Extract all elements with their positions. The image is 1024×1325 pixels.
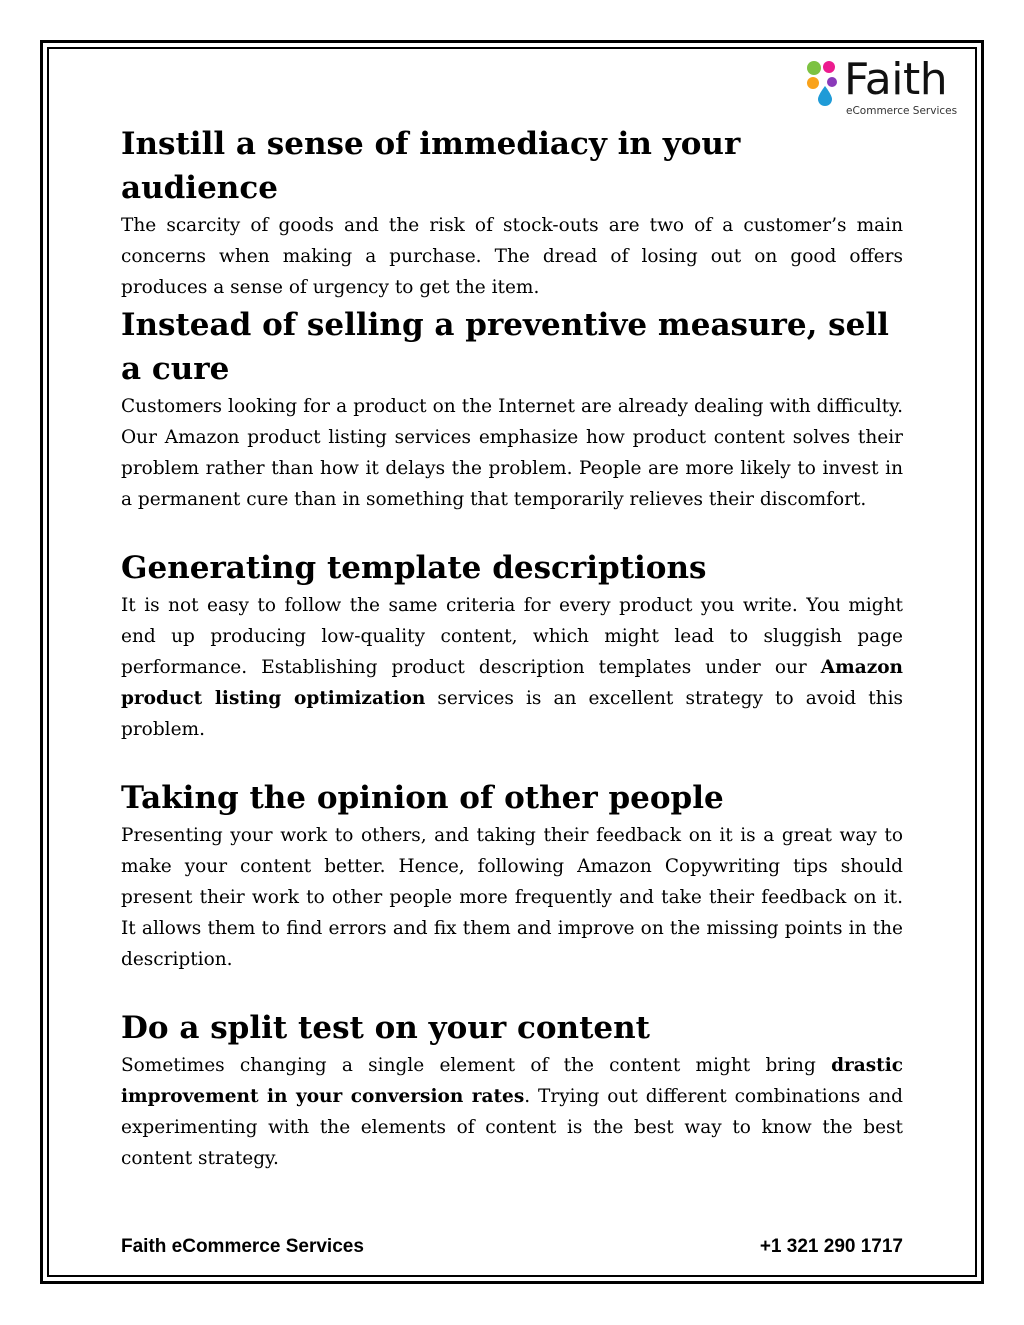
flower-icon: [804, 58, 844, 110]
logo-petal-purple: [827, 77, 837, 87]
footer-company: Faith eCommerce Services: [121, 1236, 364, 1257]
section-paragraph: The scarcity of goods and the risk of stock-outs are two of a customer’s main concerns when making a purchase. The dread of losing out on good offers produces a sense of urgency to get the item.: [121, 215, 903, 298]
section-gap: [121, 975, 903, 1006]
logo-petal-pink: [823, 61, 835, 73]
section-gap: [121, 515, 903, 546]
section-paragraph: [121, 590, 903, 745]
footer-phone: +1 321 290 1717: [759, 1236, 903, 1257]
faith-logo: [804, 56, 970, 120]
section-heading: Generating template descriptions: [121, 550, 707, 586]
logo-petal-green: [807, 61, 821, 75]
paragraph-text: Sometimes changing a single element of the content might bring: [121, 1055, 832, 1076]
section-paragraph: Customers looking for a product on the Internet are already dealing with difficulty. Our Amazon product listing services emphasize how product content solves their problem rather than how it delays the problem. People are more likely to invest in a permanent cure than in something that temporarily relieves their discomfort.: [121, 396, 903, 510]
section-heading: Instill a sense of immediacy in your audience: [121, 126, 741, 206]
paragraph-text: . Trying out different combinations and experimenting with the elements of content is the best way to know the best content strategy.: [121, 1086, 903, 1169]
paragraph-text: It is not easy to follow the same criteria for every product you write. You might end up producing low-quality content, which might lead to sluggish page performance. Establishing product description templates under our: [121, 595, 903, 678]
article-body: [121, 122, 903, 1174]
section-heading: Taking the opinion of other people: [121, 780, 724, 816]
logo-drop-blue: [818, 86, 832, 106]
logo-tagline: eCommerce Services: [846, 105, 958, 117]
section-paragraph: Presenting your work to others, and taking their feedback on it is a great way to make your content better. Hence, following Amazon Copywriting tips should present their work to other people more frequently and take their feedback on it. It allows them to find errors and fix them and improve on the missing points in the description.: [121, 825, 903, 970]
section-heading: Instead of selling a preventive measure, sell a cure: [121, 307, 889, 387]
section-paragraph: [121, 1050, 903, 1174]
section-heading: Do a split test on your content: [121, 1010, 650, 1046]
logo-wordmark: Faith: [844, 54, 948, 105]
page-footer: [121, 1236, 903, 1264]
emphasis-text: Amazon product listing optimization: [121, 657, 903, 709]
section-gap: [121, 745, 903, 776]
logo-petal-orange: [807, 77, 819, 89]
logo-center: [819, 73, 825, 79]
emphasis-text: drastic improvement in your conversion rates: [121, 1055, 903, 1107]
paragraph-text: services is an excellent strategy to avoid this problem.: [121, 688, 903, 740]
